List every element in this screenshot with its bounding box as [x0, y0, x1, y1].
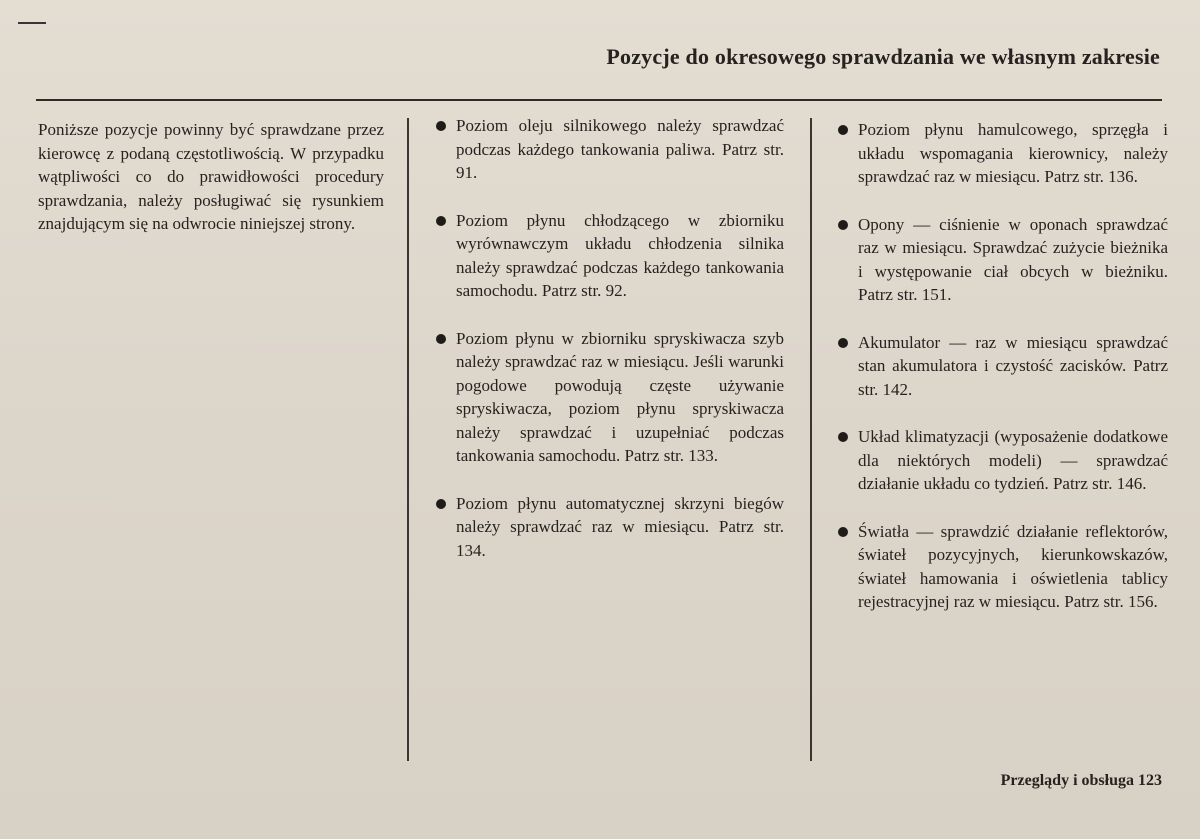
- column-right: [836, 118, 1168, 638]
- list-item-text: Poziom płynu w zbiorniku spryskiwacza szyb należy sprawdzać raz w miesiącu. Jeśli warunki pogodowe powodują częste używanie spryskiwacza, poziom płynu spryskiwacza należy sprawdzać i uzupełniać podczas tankowania samochodu. Patrz str. 133.: [456, 328, 784, 465]
- page-number: 123: [1138, 772, 1162, 789]
- bullet-icon: [436, 499, 446, 509]
- column-divider-right: [810, 118, 812, 761]
- corner-mark: [18, 22, 46, 24]
- bullet-icon: [838, 432, 848, 442]
- list-item-text: Akumulator — raz w miesiącu sprawdzać stan akumulatora i czystość zacisków. Patrz str. 142.: [858, 332, 1168, 399]
- list-item-text: Poziom płynu hamulcowego, sprzęgła i układu wspomagania kierownicy, należy sprawdzać raz w miesiącu. Patrz str. 136.: [858, 120, 1168, 186]
- list-item: [434, 492, 784, 563]
- list-item: [836, 520, 1168, 614]
- list-item: [434, 114, 784, 185]
- list-item: [434, 327, 784, 468]
- list-item: [434, 209, 784, 303]
- intro-paragraph: Poniższe pozycje powinny być sprawdzane przez kierowcę z podaną częstotliwością. W przypadku wątpliwości co do prawidłowości procedury sprawdzania, należy posługiwać się rysunkiem znajdującym się na odwrocie niniejszej strony.: [38, 120, 384, 233]
- bullet-icon: [838, 125, 848, 135]
- column-intro: [38, 118, 384, 236]
- list-item: [836, 213, 1168, 307]
- column-middle: [434, 114, 784, 586]
- list-item: [836, 425, 1168, 496]
- list-item: [836, 118, 1168, 189]
- header-rule: [36, 99, 1162, 101]
- bullet-icon: [436, 216, 446, 226]
- list-item-text: Poziom płynu automatycznej skrzyni biegów należy sprawdzać raz w miesiącu. Patrz str. 134.: [456, 493, 784, 560]
- list-item-text: Poziom płynu chłodzącego w zbiorniku wyrównawczym układu chłodzenia silnika należy sprawdzać podczas każdego tankowania samochodu. Patrz str. 92.: [456, 210, 784, 300]
- bullet-icon: [838, 220, 848, 230]
- bullet-icon: [436, 334, 446, 344]
- page-footer: [1001, 772, 1162, 790]
- list-item-text: Światła — sprawdzić działanie reflektorów, świateł pozycyjnych, kierunkowskazów, świateł hamowania i oświetlenia tablicy rejestracyjnej raz w miesiącu. Patrz str. 156.: [858, 521, 1168, 611]
- list-item: [836, 331, 1168, 402]
- footer-section-title: Przeglądy i obsługa: [1000, 772, 1134, 789]
- list-item-text: Poziom oleju silnikowego należy sprawdzać podczas każdego tankowania paliwa. Patrz str. 91.: [456, 116, 784, 182]
- bullet-icon: [838, 338, 848, 348]
- list-item-text: Układ klimatyzacji (wyposażenie dodatkowe dla niektórych modeli) — sprawdzać działanie układu co tydzień. Patrz str. 146.: [858, 427, 1168, 493]
- column-divider-left: [407, 118, 409, 761]
- page-title: Pozycje do okresowego sprawdzania we własnym zakresie: [606, 44, 1160, 69]
- bullet-icon: [436, 121, 446, 131]
- list-item-text: Opony — ciśnienie w oponach sprawdzać raz w miesiącu. Sprawdzać zużycie bieżnika i występowanie ciał obcych w bieżniku. Patrz str. 151.: [858, 214, 1168, 304]
- bullet-icon: [838, 527, 848, 537]
